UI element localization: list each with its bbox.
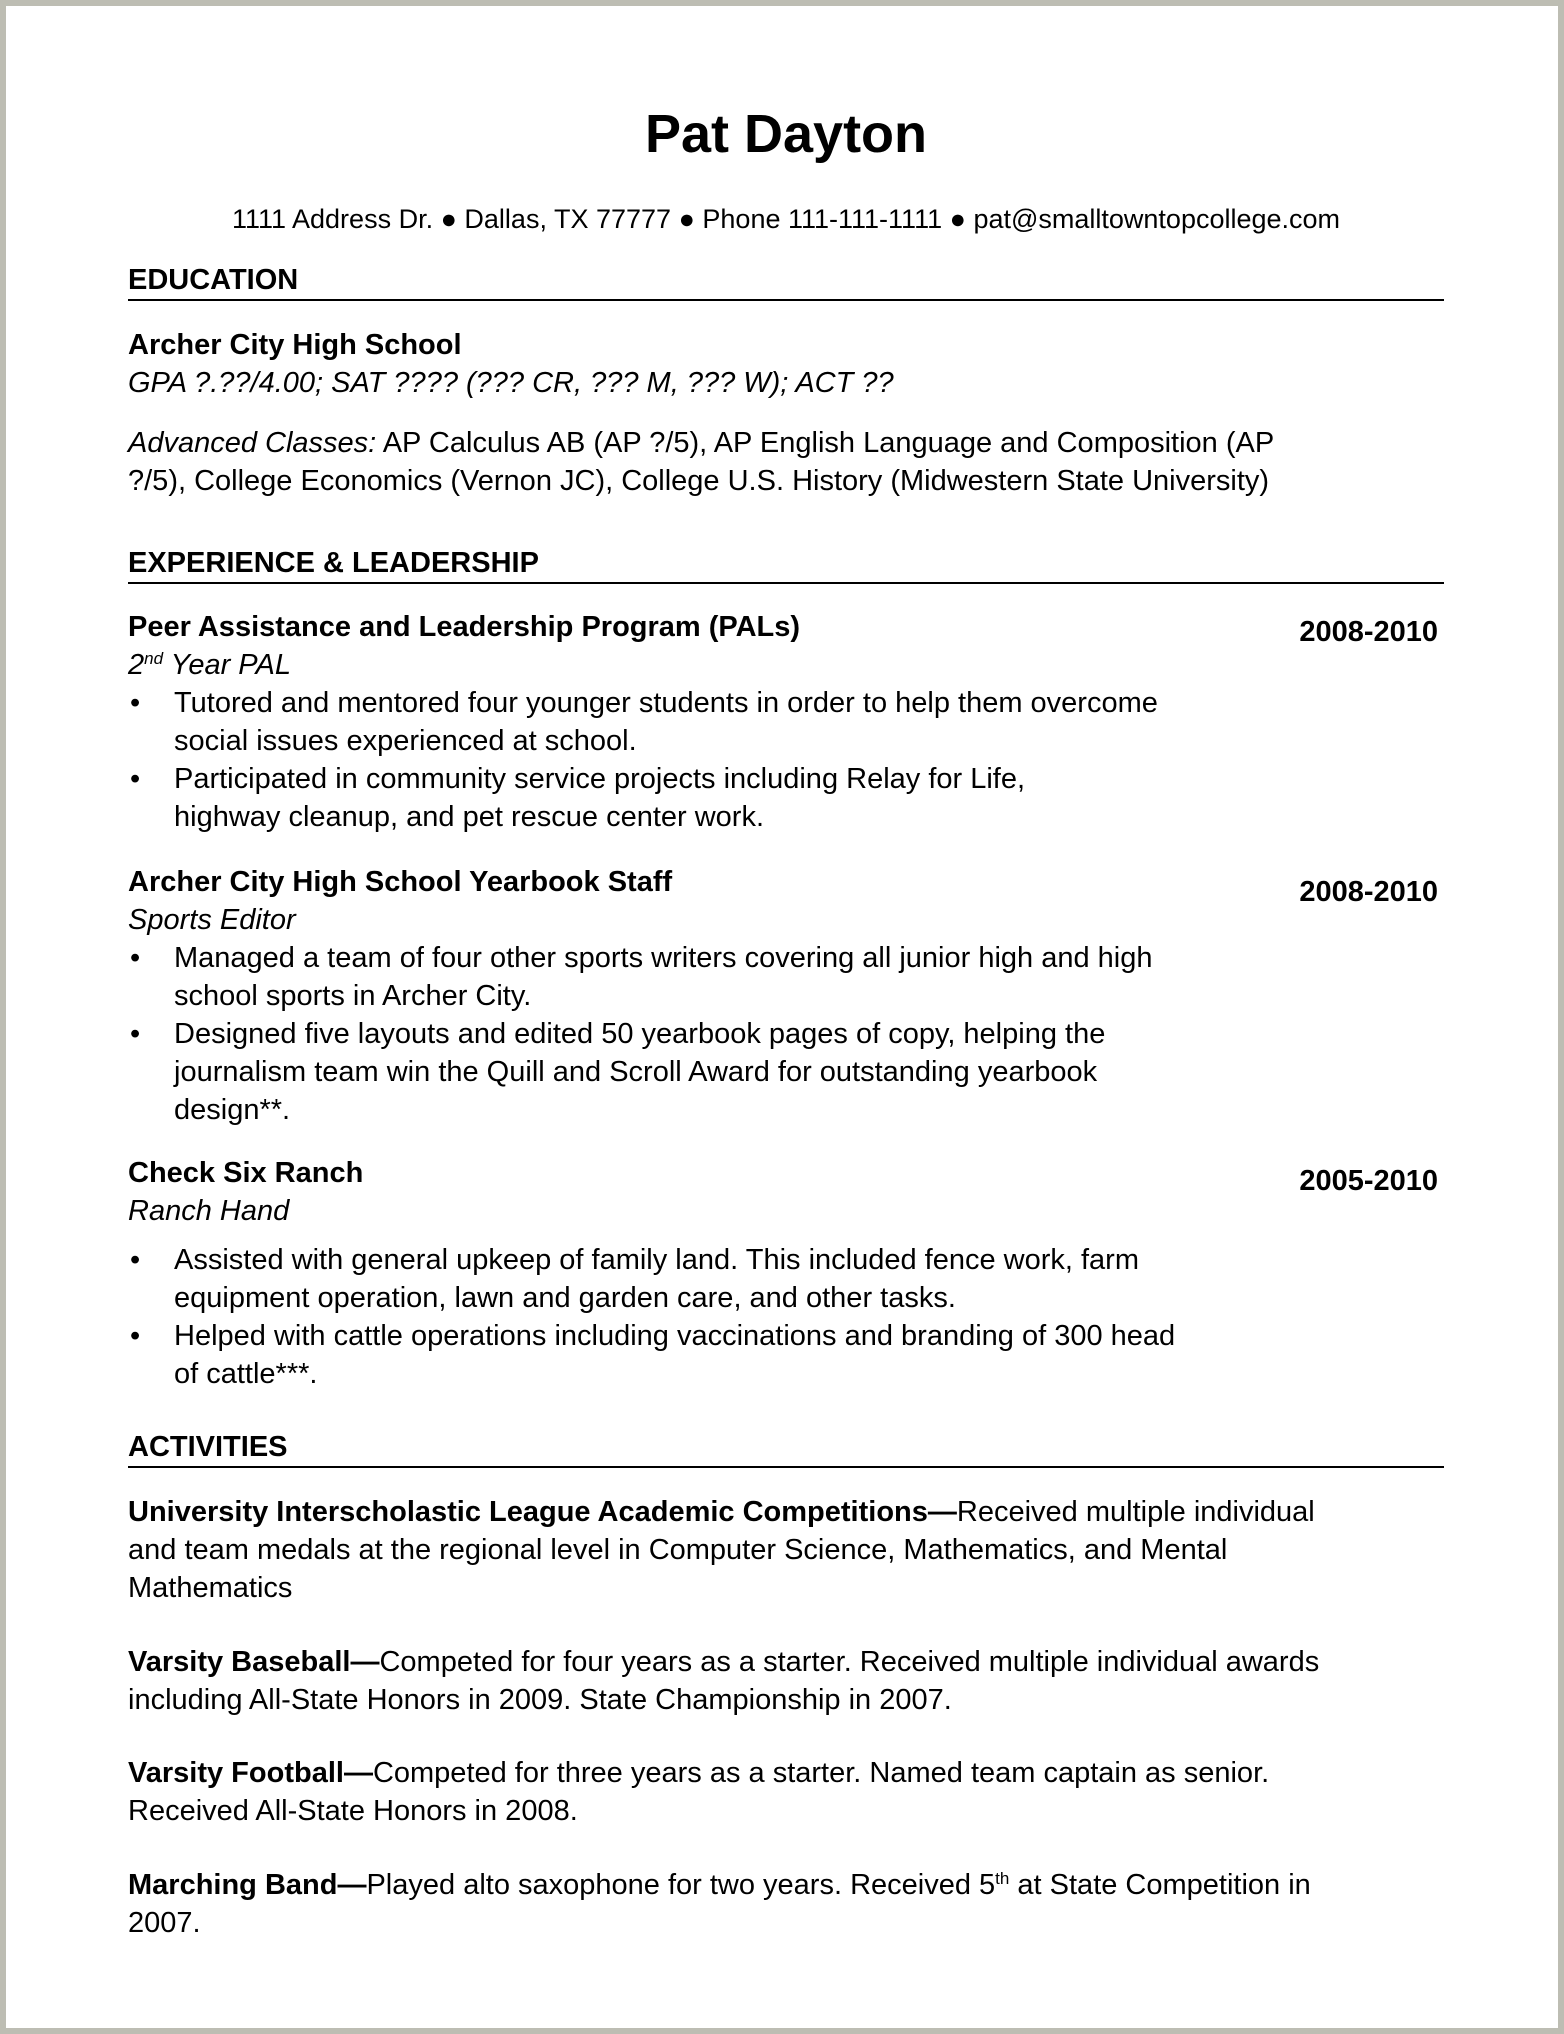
email: pat@smalltowntopcollege.com	[973, 204, 1341, 234]
date-range: 2008-2010	[1299, 616, 1438, 648]
resume-name: Pat Dayton	[644, 104, 928, 164]
separator-dot: ●	[440, 204, 457, 234]
bullet-item: • Helped with cattle operations including vaccinations and branding of 300 head of cattle***.	[128, 1317, 1354, 1393]
school-name: Archer City High School	[128, 329, 462, 361]
phone: Phone 111-111-1111	[702, 204, 943, 234]
contact-line	[128, 202, 1444, 236]
bullet-item: • Tutored and mentored four younger students in order to help them overcome social issues experienced at school.	[128, 684, 1354, 760]
role-title: Ranch Hand	[128, 1195, 290, 1227]
activity-name: Marching Band	[128, 1869, 338, 1901]
advanced-classes-label: Advanced Classes:	[128, 427, 377, 459]
experience-item	[128, 608, 1444, 836]
role-number: 2	[128, 649, 145, 681]
bullet-item: • Assisted with general upkeep of family land. This included fence work, farm equipment operation, lawn and garden care, and other tasks.	[128, 1241, 1354, 1317]
activity-name: Varsity Football	[128, 1757, 344, 1789]
activity-item: Marching Band—Played alto saxophone for two years. Received 5th at State Competition in 2007.	[128, 1869, 1311, 1939]
address: 1111 Address Dr.	[231, 204, 434, 234]
city: Dallas, TX 77777	[464, 204, 672, 234]
em-dash: —	[337, 1869, 367, 1901]
experience-item	[128, 1154, 1444, 1393]
education-block	[128, 326, 1444, 500]
advanced-classes-line2: ?/5), College Economics (Vernon JC), College U.S. History (Midwestern State University)	[128, 465, 1270, 497]
em-dash: —	[927, 1496, 957, 1528]
experience-item	[128, 863, 1444, 1129]
date-range: 2005-2010	[1299, 1165, 1438, 1197]
activity-name: Varsity Baseball	[128, 1646, 351, 1678]
section-heading-education: EDUCATION	[128, 263, 1444, 301]
role-suffix: nd	[144, 649, 164, 668]
role-title	[128, 646, 1444, 684]
section-heading-experience: EXPERIENCE & LEADERSHIP	[128, 546, 1444, 584]
em-dash: —	[343, 1757, 373, 1789]
bullet-item: • Designed five layouts and edited 50 yearbook pages of copy, helping the journalism team win the Quill and Scroll Award for outstanding yearbook design**.	[128, 1015, 1354, 1129]
resume-page	[6, 6, 1558, 2028]
org-name: Peer Assistance and Leadership Program (PALs)	[128, 611, 801, 643]
role-rest: Year PAL	[163, 649, 291, 681]
activity-name: University Interscholastic League Academic Competitions	[128, 1496, 928, 1528]
role-title: Sports Editor	[128, 904, 296, 936]
date-range: 2008-2010	[1299, 876, 1438, 908]
org-name: Check Six Ranch	[128, 1157, 364, 1189]
activity-item: Varsity Baseball—Competed for four years as a starter. Received multiple individual awards including All-State Honors in 2009. State Championship in 2007.	[128, 1646, 1320, 1716]
advanced-classes-line1: AP Calculus AB (AP ?/5), AP English Language and Composition (AP	[376, 427, 1275, 459]
separator-dot: ●	[678, 204, 695, 234]
em-dash: —	[350, 1646, 380, 1678]
section-heading-activities: ACTIVITIES	[128, 1430, 1444, 1468]
bullet-item: • Managed a team of four other sports writers covering all junior high and high school sports in Archer City.	[128, 939, 1354, 1015]
activity-item: University Interscholastic League Academic Competitions—Received multiple individual and team medals at the regional level in Computer Science, Mathematics, and Mental Mathematics	[128, 1496, 1315, 1604]
test-scores: GPA ?.??/4.00; SAT ???? (??? CR, ??? M, ??? W); ACT ??	[128, 367, 894, 399]
activity-item: Varsity Football—Competed for three years as a starter. Named team captain as senior. Received All-State Honors in 2008.	[128, 1757, 1270, 1827]
bullet-item: • Participated in community service projects including Relay for Life, highway cleanup, and pet rescue center work.	[128, 760, 1354, 836]
separator-dot: ●	[949, 204, 966, 234]
org-name: Archer City High School Yearbook Staff	[128, 866, 673, 898]
advanced-classes	[128, 424, 1444, 500]
